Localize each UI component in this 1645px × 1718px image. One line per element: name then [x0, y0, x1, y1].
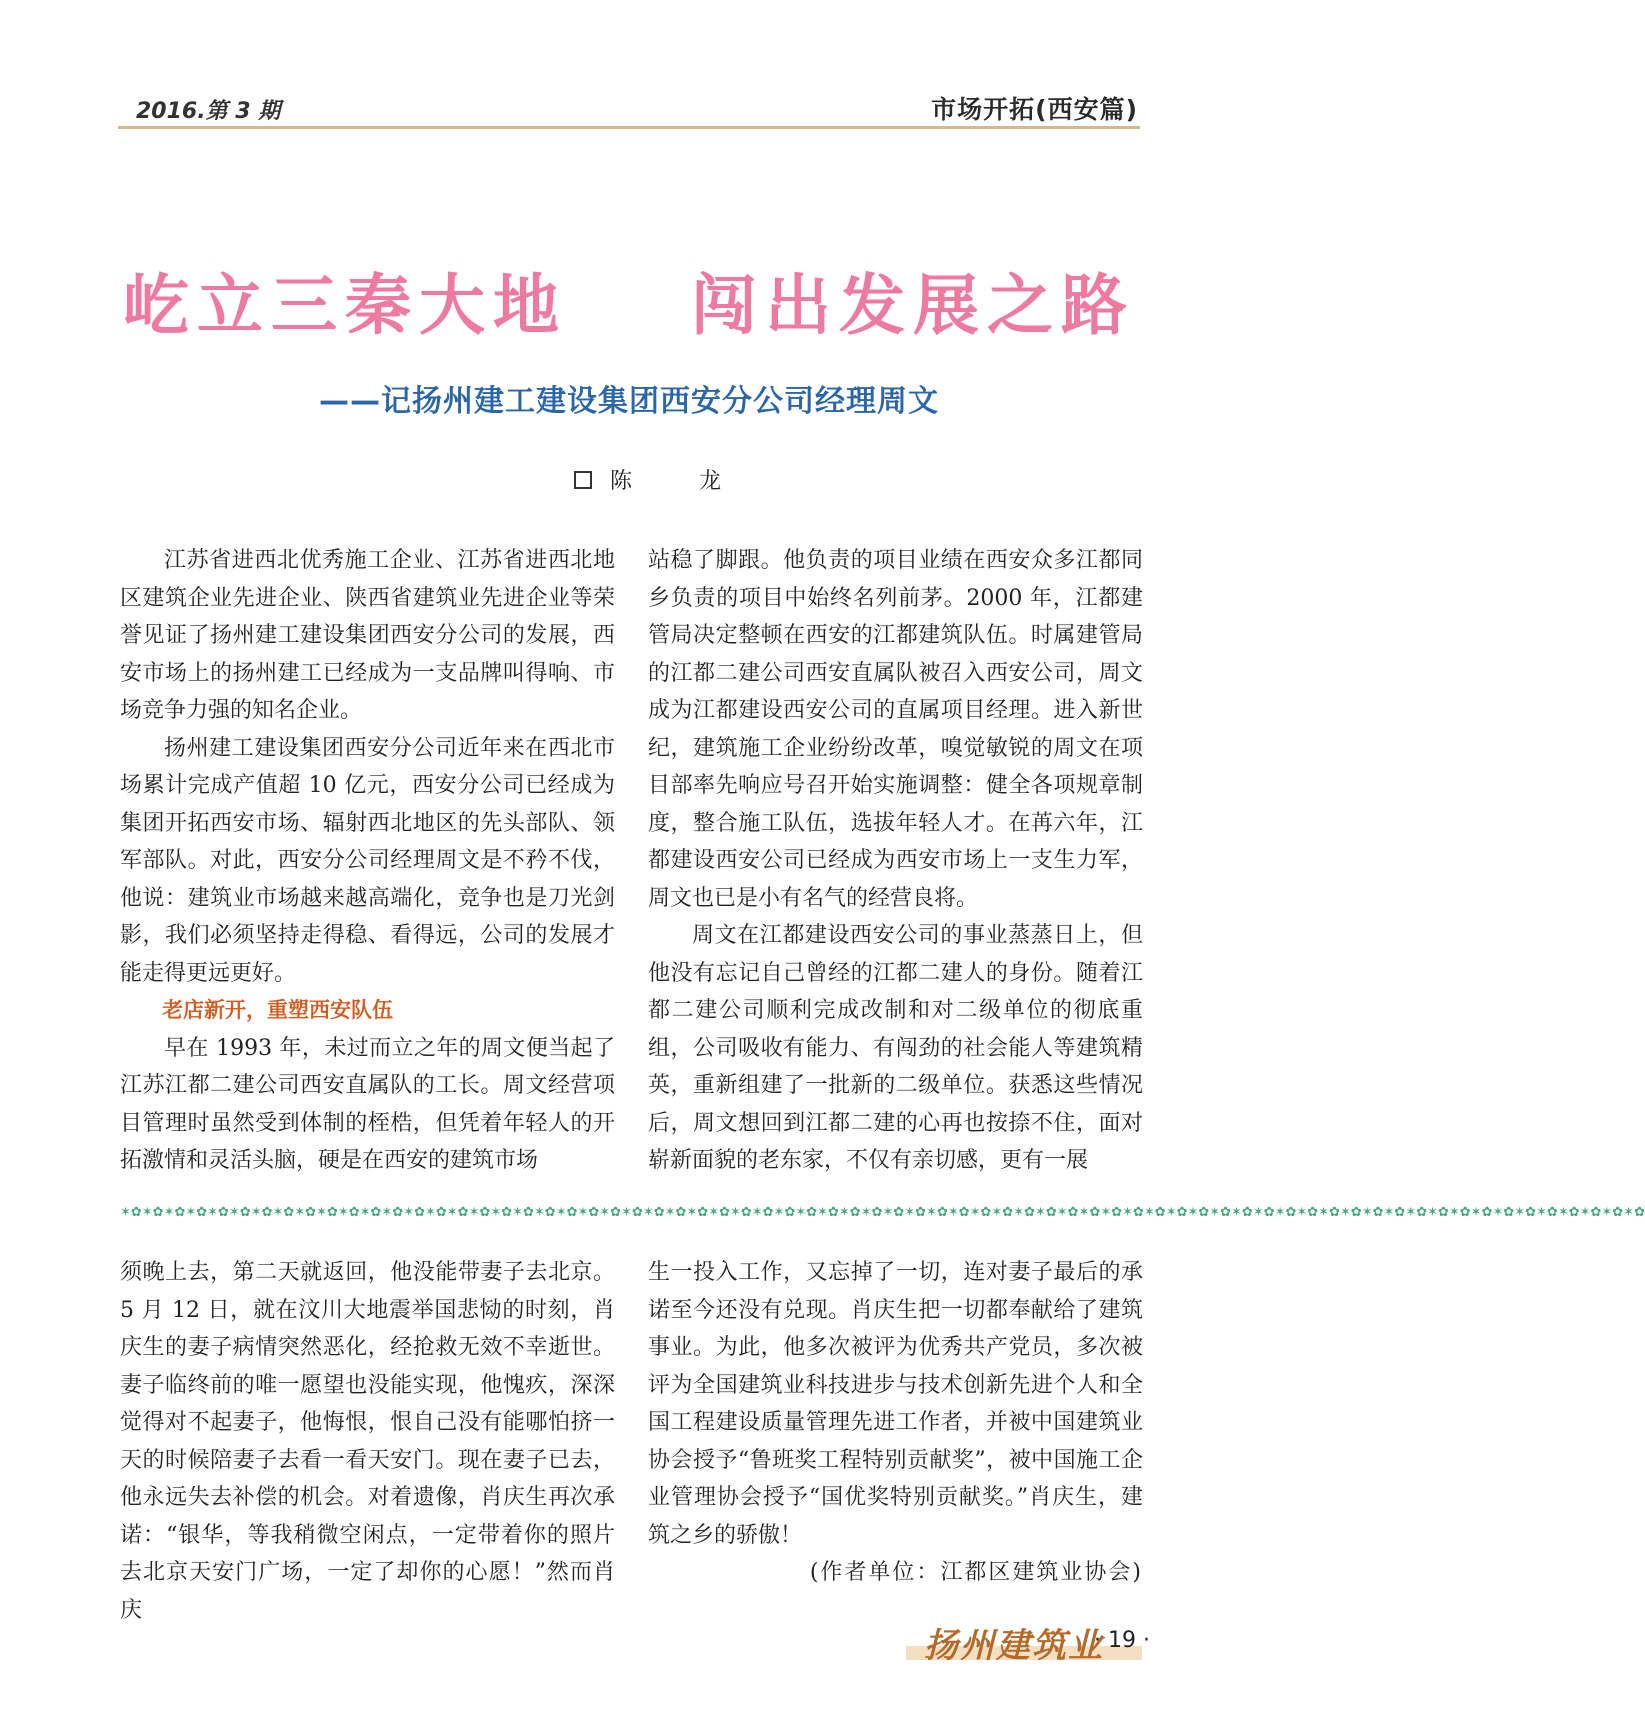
column-3: [120, 1254, 615, 1629]
paragraph: 生一投入工作，又忘掉了一切，连对妻子最后的承诺至今还没有兑现。肖庆生把一切都奉献给了建筑事业。为此，他多次被评为优秀共产党员，多次被评为全国建筑业科技进步与技术创新先进个人和全国工程建设质量管理先进工作者，并被中国建筑业协会授予“鲁班奖工程特别贡献奖”，被中国施工企业管理协会授予“国优奖特别贡献奖。”肖庆生，建筑之乡的骄傲！: [648, 1260, 1143, 1548]
column-2: [648, 542, 1143, 1180]
column-4: [648, 1254, 1143, 1592]
paragraph: 早在 1993 年，未过而立之年的周文便当起了江苏江都二建公司西安直属队的工长。周文经营项目管理时虽然受到体制的桎梏，但凭着年轻人的开拓激情和灵活头脑，硬是在西安的建筑市场: [120, 1035, 615, 1173]
page-number: · 19 ·: [1094, 1628, 1150, 1653]
author-box-icon: [574, 471, 592, 489]
section-label: 市场开拓(西安篇): [931, 95, 1138, 124]
paragraph: 江苏省进西北优秀施工企业、江苏省进西北地区建筑企业先进企业、陕西省建筑业先进企业等荣誉见证了扬州建工建设集团西安分公司的发展，西安市场上的扬州建工已经成为一支品牌叫得响、市场竞争力强的知名企业。: [120, 548, 615, 723]
article-title: 屹立三秦大地 闯出发展之路: [123, 267, 1135, 344]
article-subtitle: ——记扬州建工建设集团西安分公司经理周文: [319, 384, 939, 419]
author-name: 陈 龙: [610, 469, 751, 494]
paragraph: 扬州建工建设集团西安分公司近年来在西北市场累计完成产值超 10 亿元，西安分公司已经成为集团开拓西安市场、辐射西北地区的先头部队、领军部队。对此，西安分公司经理周文是不矜不伐，他说：建筑业市场越来越高端化，竞争也是刀光剑影，我们必须坚持走得稳、看得远，公司的发展才能走得更远更好。: [120, 735, 615, 986]
paragraph: 须晚上去，第二天就返回，他没能带妻子去北京。5 月 12 日，就在汶川大地震举国悲恸的时刻，肖庆生的妻子病情突然恶化，经抢救无效不幸逝世。妻子临终前的唯一愿望也没能实现，他愧疚，深深觉得对不起妻子，他悔恨，恨自己没有能哪怕挤一天的时候陪妻子去看一看天安门。现在妻子已去，他永远失去补偿的机会。对着遗像，肖庆生再次承诺：“银华，等我稍微空闲点，一定带着你的照片去北京天安门广场，一定了却你的心愿！”然而肖庆: [120, 1260, 615, 1623]
author-line: [574, 464, 751, 495]
column-1: [120, 542, 615, 1180]
paragraph: 站稳了脚跟。他负责的项目业绩在西安众多江都同乡负责的项目中始终名列前茅。2000 年，江都建管局决定整顿在西安的江都建筑队伍。时属建管局的江都二建公司西安直属队被召入西安公司，周文成为江都建设西安公司的直属项目经理。进入新世纪，建筑施工企业纷纷改革，嗅觉敏锐的周文在项目部率先响应号召开始实施调整：健全各项规章制度，整合施工队伍，选拔年轻人才。在苒六年，江都建设西安公司已经成为西安市场上一支生力军，周文也已是小有名气的经营良将。: [648, 548, 1143, 911]
header-rule: [118, 126, 1140, 129]
paragraph: 周文在江都建设西安公司的事业蒸蒸日上，但他没有忘记自己曾经的江都二建人的身份。随着江都二建公司顺利完成改制和对二级单位的彻底重组，公司吸收有能力、有闯劲的社会能人等建筑精英，重新组建了一批新的二级单位。获悉这些情况后，周文想回到江都二建的心再也按捺不住，面对崭新面貌的老东家，不仅有亲切感，更有一展: [648, 923, 1143, 1173]
magazine-logo: 扬州建筑业: [924, 1626, 1104, 1666]
decorative-divider: ✶✿✶✿✶✿✶✿✶✿✶✿✶✿✶✿✶✿✶✿✶✿✶✿✶✿✶✿✶✿✶✿✶✿✶✿✶✿✶✿✶✿✶✿✶✿✶✿✶✿✶✿✶✿✶✿✶✿✶✿✶✿✶✿✶✿✶✿✶✿✶✿✶✿✶✿✶✿✶✿✶✿✶✿✶✿✶✿✶✿✶✿✶✿✶✿✶✿✶✿✶✿✶✿✶✿✶✿✶✿✶✿✶✿✶✿✶✿✶✿✶✿✶✿✶✿✶✿✶✿✶✿✶✿✶✿✶✿✶✿: [120, 1205, 1645, 1220]
author-affiliation: (作者单位：江都区建筑业协会): [809, 1560, 1143, 1585]
section-heading: 老店新开，重塑西安队伍: [162, 998, 393, 1022]
issue-label: 2016.第 3 期: [136, 99, 281, 124]
